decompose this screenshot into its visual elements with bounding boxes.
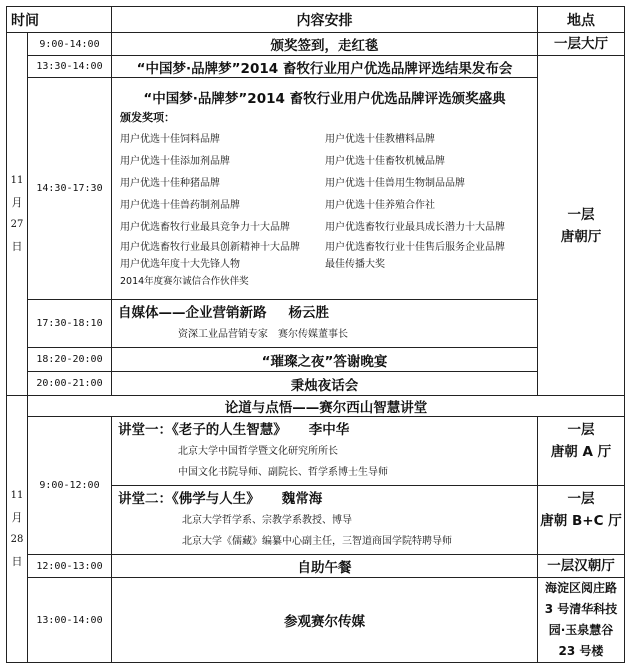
award-item: 用户优选十佳养殖合作社 (325, 200, 435, 211)
header-row (7, 7, 625, 33)
award-item: 用户优选十佳兽药制剂品牌 (120, 200, 240, 211)
time-cell: 18:20-20:00 (28, 348, 112, 372)
venue-cell: 一层汉朝厅 (538, 555, 625, 578)
venue-line: 一层 (567, 491, 595, 507)
date-month-char: 月 (11, 511, 23, 524)
schedule-row (7, 33, 625, 56)
date-day-char: 日 (11, 240, 23, 253)
section-title: 论道与点悟——赛尔西山智慧讲堂 (28, 396, 625, 417)
time-cell: 12:00-13:00 (28, 555, 112, 578)
award-item: 用户优选畜牧行业最具竞争力十大品牌 (120, 222, 290, 233)
time-cell: 9:00-12:00 (28, 417, 112, 555)
award-item: 用户优选十佳种猪品牌 (120, 178, 220, 189)
time-cell: 13:30-14:00 (28, 56, 112, 78)
ceremony-title: “中国梦·品牌梦”2014 畜牧行业用户优选品牌评选颁奖盛典 (143, 91, 506, 107)
schedule-row (7, 372, 625, 396)
lecture-desc: 北京大学《儒藏》编纂中心副主任，三智道商国学院特聘导师 (182, 536, 452, 547)
award-item: 2014年度赛尔诚信合作伙伴奖 (120, 276, 249, 287)
schedule-row (7, 300, 625, 348)
award-item: 用户优选十佳兽用生物制品品牌 (325, 178, 465, 189)
date-cell-day1 (7, 33, 28, 396)
awards-list (120, 129, 529, 290)
award-item: 用户优选畜牧行业十佳售后服务企业品牌 (325, 242, 505, 253)
lecture-desc: 中国文化书院导师、副院长、哲学系博士生导师 (178, 467, 388, 478)
award-item: 用户优选十佳饲料品牌 (120, 134, 220, 145)
lecture-speaker: 魏常海 (281, 491, 323, 507)
header-time: 时间 (7, 7, 112, 33)
venue-cell-address (538, 578, 625, 663)
lecture-title: 讲堂一：《老子的人生智慧》 (118, 422, 287, 438)
content-cell: 参观赛尔传媒 (112, 578, 538, 663)
content-cell: 秉烛夜话会 (112, 372, 538, 396)
time-cell: 13:00-14:00 (28, 578, 112, 663)
time-cell: 17:30-18:10 (28, 300, 112, 348)
talk-speaker: 杨云胜 (288, 305, 329, 321)
date-cell-day2 (7, 396, 28, 663)
section-row (7, 396, 625, 417)
schedule-row (7, 78, 625, 300)
lecture-heading (118, 419, 531, 441)
header-venue: 地点 (538, 7, 625, 33)
talk-desc: 资深工业品营销专家 赛尔传媒董事长 (178, 329, 348, 340)
awards-cell (112, 78, 538, 300)
time-cell: 14:30-17:30 (28, 78, 112, 300)
content-cell: “中国梦·品牌梦”2014 畜牧行业用户优选品牌评选结果发布会 (112, 56, 538, 78)
content-cell: “璀璨之夜”答谢晚宴 (112, 348, 538, 372)
venue-line: 唐朝 B+C 厅 (540, 513, 622, 529)
venue-line: 一层 (567, 422, 595, 438)
award-item: 用户优选畜牧行业最具创新精神十大品牌 (120, 242, 300, 253)
date-month: 11 (10, 175, 24, 186)
venue-line: 23 号楼 (558, 644, 604, 658)
content-cell: 自助午餐 (112, 555, 538, 578)
date-day: 28 (10, 534, 24, 545)
award-item: 用户优选十佳畜牧机械品牌 (325, 156, 445, 167)
lecture-desc: 北京大学哲学系、宗教学系教授、博导 (182, 515, 352, 526)
schedule-table (6, 6, 625, 663)
award-item: 用户优选十佳教槽料品牌 (325, 134, 435, 145)
date-month: 11 (10, 490, 24, 501)
lecture-title: 讲堂二：《佛学与人生》 (118, 491, 260, 507)
venue-cell (538, 486, 625, 555)
date-month-char: 月 (11, 196, 23, 209)
lecture-heading (118, 488, 531, 510)
schedule-row (7, 578, 625, 663)
venue-line: 3 号清华科技 (544, 602, 618, 616)
award-item: 用户优选畜牧行业最具成长潜力十大品牌 (325, 222, 505, 233)
date-day-char: 日 (11, 555, 23, 568)
venue-line: 园·玉泉慧谷 (548, 623, 614, 637)
header-content: 内容安排 (112, 7, 538, 33)
talk-title: 自媒体——企业营销新路 (118, 305, 267, 321)
venue-cell (538, 417, 625, 486)
time-cell: 20:00-21:00 (28, 372, 112, 396)
awards-subtitle: 颁发奖项： (120, 111, 175, 124)
content-cell: 颁奖签到，走红毯 (112, 33, 538, 56)
award-item: 最佳传播大奖 (325, 259, 385, 270)
talk-cell (112, 300, 538, 348)
venue-cell: 一层大厅 (538, 33, 625, 56)
talk-heading (118, 302, 531, 324)
venue-cell-main (538, 56, 625, 396)
schedule-row (7, 56, 625, 78)
venue-line: 唐朝厅 (560, 228, 602, 245)
venue-line: 海淀区阅庄路 (544, 581, 617, 595)
lecture-cell (112, 417, 538, 486)
lecture-row (7, 417, 625, 486)
award-item: 用户优选十佳添加剂品牌 (120, 156, 230, 167)
venue-line: 一层 (567, 206, 595, 223)
award-item: 用户优选年度十大先锋人物 (120, 259, 240, 270)
lecture-desc: 北京大学中国哲学暨文化研究所所长 (178, 446, 338, 457)
schedule-row (7, 348, 625, 372)
lecture-cell (112, 486, 538, 555)
date-day: 27 (10, 219, 24, 230)
time-cell: 9:00-14:00 (28, 33, 112, 56)
venue-line: 唐朝 A 厅 (550, 444, 612, 460)
schedule-row (7, 555, 625, 578)
lecture-speaker: 李中华 (308, 422, 350, 438)
